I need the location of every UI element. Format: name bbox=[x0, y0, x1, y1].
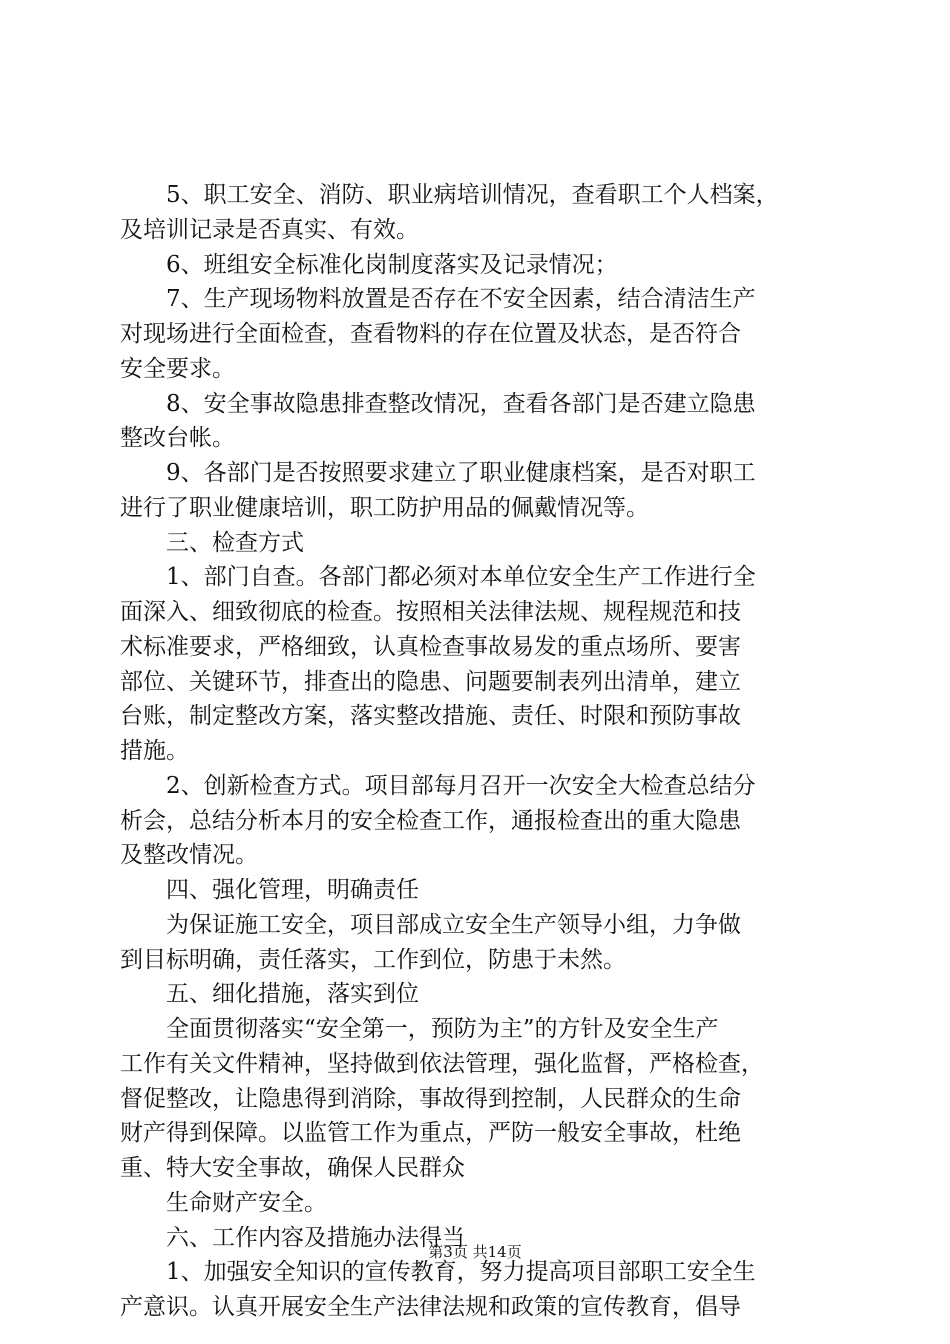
text-line: 进行了职业健康培训，职工防护用品的佩戴情况等。 bbox=[120, 494, 649, 521]
text-line: 全面贯彻落实“安全第一，预防为主”的方针及安全生产 bbox=[120, 1016, 719, 1042]
text-line: 对现场进行全面检查，查看物料的存在位置及状态，是否符合 bbox=[120, 321, 741, 347]
text-line: 台账，制定整改方案，落实整改措施、责任、时限和预防事故 bbox=[120, 703, 741, 730]
text-line: 到目标明确，责任落实，工作到位，防患于未然。 bbox=[120, 946, 626, 973]
section-heading: 五、细化措施，落实到位 bbox=[120, 981, 419, 1008]
text-line: 7、生产现场物料放置是否存在不安全因素，结合清洁生产 bbox=[120, 286, 756, 313]
text-line: 面深入、细致彻底的检查。按照相关法律法规、规程规范和技 bbox=[120, 599, 741, 625]
section-heading: 四、强化管理，明确责任 bbox=[120, 877, 419, 903]
text-line: 工作有关文件精神，坚持做到依法管理，强化监督，严格检查， bbox=[120, 1050, 764, 1077]
text-line: 为保证施工安全，项目部成立安全生产领导小组，力争做 bbox=[120, 911, 741, 938]
text-line: 6、班组安全标准化岗制度落实及记录情况； bbox=[120, 251, 618, 278]
text-line: 生命财产安全。 bbox=[120, 1189, 327, 1216]
text-line: 及培训记录是否真实、有效。 bbox=[120, 216, 419, 243]
text-line: 重、特大安全事故，确保人民群众 bbox=[120, 1155, 465, 1181]
text-line: 1、部门自查。各部门都必须对本单位安全生产工作进行全 bbox=[120, 564, 756, 591]
body-text bbox=[120, 178, 840, 1325]
text-line: 财产得到保障。以监管工作为重点，严防一般安全事故，杜绝 bbox=[120, 1120, 741, 1147]
text-line: 8、安全事故隐患排查整改情况，查看各部门是否建立隐患 bbox=[120, 390, 756, 417]
text-line: 2、创新检查方式。项目部每月召开一次安全大检查总结分 bbox=[120, 772, 756, 799]
text-line: 措施。 bbox=[120, 738, 189, 764]
text-line: 督促整改，让隐患得到消除，事故得到控制，人民群众的生命 bbox=[120, 1085, 741, 1112]
text-line: 部位、关键环节，排查出的隐患、问题要制表列出清单，建立 bbox=[120, 668, 741, 695]
text-line: 1、加强安全知识的宣传教育，努力提高项目部职工安全生 bbox=[120, 1259, 756, 1286]
section-heading: 六、工作内容及措施办法得当 bbox=[120, 1224, 465, 1251]
text-line: 及整改情况。 bbox=[120, 842, 258, 869]
text-line: 析会，总结分析本月的安全检查工作，通报检查出的重大隐患 bbox=[120, 807, 741, 834]
section-heading: 三、检查方式 bbox=[120, 529, 304, 556]
text-line: 整改台帐。 bbox=[120, 425, 235, 452]
text-line: 9、各部门是否按照要求建立了职业健康档案，是否对职工 bbox=[120, 460, 756, 486]
text-line: 5、职工安全、消防、职业病培训情况，查看职工个人档案， bbox=[120, 182, 779, 208]
text-line: 产意识。认真开展安全生产法律法规和政策的宣传教育，倡导 bbox=[120, 1294, 741, 1320]
text-line: 术标准要求，严格细致，认真检查事故易发的重点场所、要害 bbox=[120, 633, 741, 660]
page-footer: 第3页 共14页 bbox=[428, 1243, 522, 1261]
text-line: 安全要求。 bbox=[120, 355, 235, 382]
